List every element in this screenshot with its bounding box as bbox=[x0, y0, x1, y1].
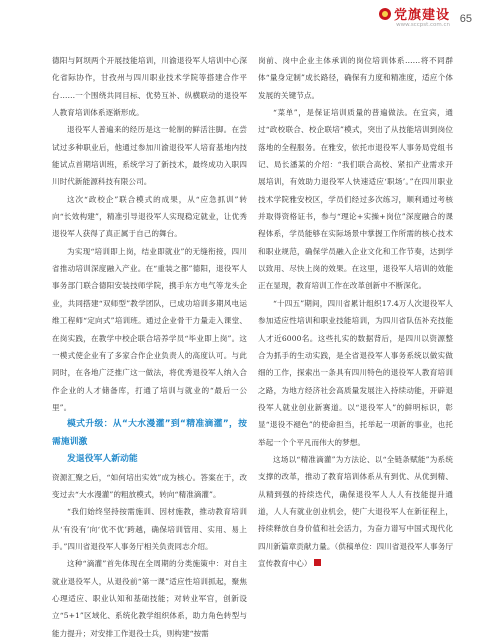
paragraph: 这次“政校企”联合模式的成果，从“应急抓训”转向“长效构建”，精准引导退役军人实现稳定就业，让优秀退役军人获得了真正属于自己的舞台。 bbox=[52, 194, 247, 239]
paragraph: 德阳与阿坝两个开展技能培训，川渝退役军人培训中心深化省际协作，甘孜州与四川职业技术学院等搭建合作平台……一个围绕共同目标、优势互补、纵横联动的退役军人教育培训体系逐渐形成。 bbox=[52, 56, 247, 118]
paragraph: 资源汇聚之后，“如何培出实效”成为核心。答案在于，改变过去“大水漫灌”的粗放模式，转向“精准滴灌”。 bbox=[52, 472, 247, 500]
page-number: 65 bbox=[459, 13, 472, 25]
paragraph: 为实现“培训即上岗，结业即就业”的无缝衔接，四川省推动培训深度融入产业。在“重装之都”德阳，退役军人事务部门联合德阳安装技师学院，携手东方电气等龙头企业，共同搭建“双师型”教学团队，已成功培训多期风电运维工程师“定向式”培训班。通过企业骨干力量走入课堂、在岗实践，在教学中校企联合培养学员“毕业即上岗”。这一模式使企业有了多家合作企业负责人的高度认可。与此同时，在各地广泛推广这一做法，将优秀退役军人纳入合作企业的人才储备库，打通了培训与就业的“最后一公里”。 bbox=[52, 246, 247, 412]
section-heading-line-2: 发退役军人新动能 bbox=[67, 454, 138, 465]
paragraph-text: 这场以“精准滴灌”为方法论、以“全链条赋能”为系统支撑的改革，推动了教育培训体系从有到优、从优到精、从精到强的持续迭代，确保退役军人人人有技能提升通道，人人有就业创业机会，使广大退役军人在新征程上，持续释放自身价值和社会活力，为奋力谱写中国式现代化四川新篇章贡献力量。（供稿单位：四川省退役军人事务厅宣传教育中心） bbox=[258, 454, 453, 568]
page-header bbox=[0, 0, 484, 40]
logo-url: www.sccpst.com.cn bbox=[396, 22, 450, 28]
paragraph bbox=[258, 451, 453, 572]
article-end-icon bbox=[314, 559, 321, 566]
logo-text: 党旗建设 bbox=[393, 8, 450, 23]
party-emblem-icon bbox=[379, 8, 391, 20]
paragraph: “我们始终坚持按需施训、因材施教，推动教育培训从‘有没有’向‘优不优’跨越，确保培训管用、实用、易上手。”四川省退役军人事务厅相关负责同志介绍。 bbox=[52, 507, 247, 552]
right-column bbox=[258, 52, 453, 572]
paragraph: 退役军人普遍来的经历是这一轮制的鲜活注脚。在尝试过多种职业后，他通过参加川渝退役军人培育基地内技能试点首期培训班，系统学习了新技术，最终成功入职四川时代新能源科技有限公司。 bbox=[52, 125, 247, 187]
paragraph: 这种“滴灌”首先体现在全周期的分类施策中：对自主就业退役军人，从退役前“第一课”适应性培训抓起，聚焦心理适应、职业认知和基础技能；对转业军官，创新设立“5+1”区域化、系统化教学组织体系，助力角色转型与能力提升；对安排工作退役士兵，则构建“按需 bbox=[52, 559, 247, 638]
paragraph: “菜单”，是保证培训质量的普遍做法。在宜宾，通过“政校联合、校企联培”模式，突出了从技能培训到岗位落地的全程服务。在雅安，依托市退役军人事务局党组书记、局长潘某的介绍：“我们联合高校、紧扣产业需求开展培训，有效助力退役军人快速适应‘职场’。”在四川职业技术学院雅安校区，学员们经过多次练习，顺利通过考核并取得资格证书，参与“理论+实操+岗位”深度融合的课程体系，学员能够在实际场景中掌握工作所需的核心技术和职业规范，确保学员融入企业文化和工作节奏，达到学以致用、尽快上岗的效果。在这里，退役军人培训的效能正在显现，教育培训工作在改革创新中不断深化。 bbox=[258, 108, 453, 291]
left-column bbox=[52, 52, 247, 642]
magazine-logo bbox=[379, 4, 450, 28]
section-heading: 模式升级：从“大水漫灌”到“精准滴灌”，按需施训激 bbox=[52, 419, 247, 447]
paragraph: 岗前、岗中企业主体承训的岗位培训体系……将不同群体“量身定制”成长路径，确保有力度和精准度，适应个体发展的关键节点。 bbox=[258, 56, 453, 100]
paragraph: “十四五”期间，四川省累计组织17.4万人次退役军人参加适应性培训和职业技能培训，为四川省队伍补充技能人才近6000名。这些扎实的数据背后，是四川以资源整合为抓手的生动实践，是全省退役军人事务系统以做实做细的工作，探索出一条具有四川特色的退役军人教育培训之路，为地方经济社会高质量发展注入持续动能，开辟退役军人就业创业新赛道。以“退役军人”的鲜明标识，彰显“退役不褪色”的使命担当，托举起一项新的事业，也托举起一个个平凡而伟大的梦想。 bbox=[258, 298, 453, 447]
